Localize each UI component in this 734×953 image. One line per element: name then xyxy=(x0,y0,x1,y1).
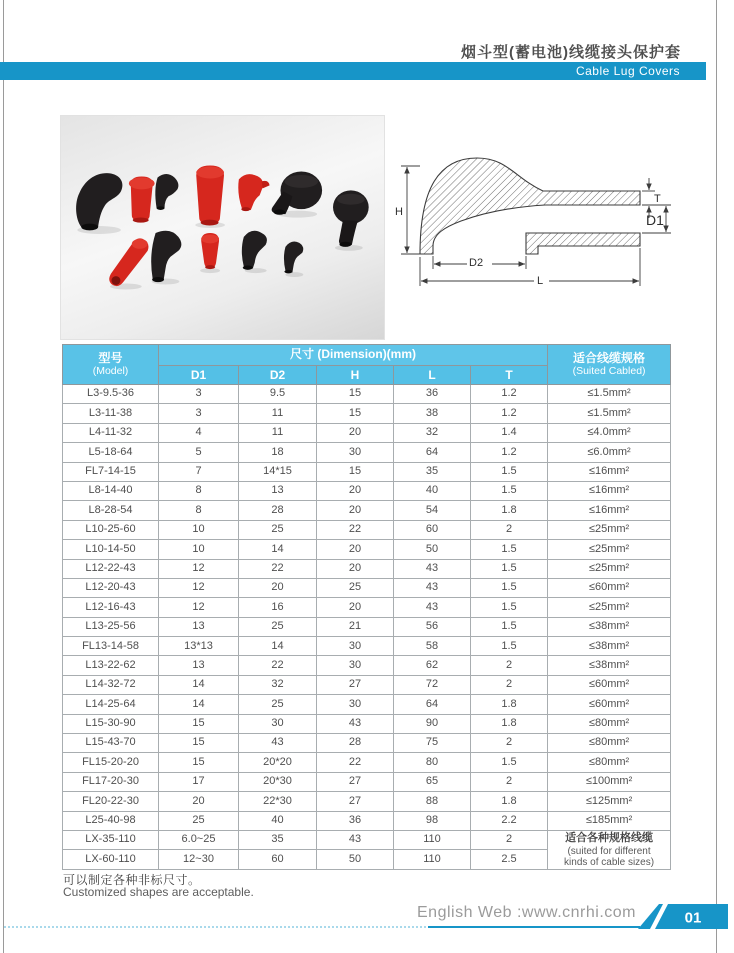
cell-suited: ≤16mm² xyxy=(548,481,671,500)
dim-label-d2: D2 xyxy=(469,257,484,269)
cell-d1: 10 xyxy=(159,520,239,539)
cell-t: 2 xyxy=(471,656,548,675)
table-row xyxy=(63,462,671,481)
cell-l: 40 xyxy=(394,481,471,500)
cell-h: 43 xyxy=(317,830,394,849)
cell-d2: 14*15 xyxy=(239,462,317,481)
table-row xyxy=(63,830,671,849)
red-cylinder-cover-tall xyxy=(196,166,224,226)
cell-suited: ≤60mm² xyxy=(548,675,671,694)
cell-h: 43 xyxy=(317,714,394,733)
cell-suited: ≤38mm² xyxy=(548,617,671,636)
cell-d2: 20 xyxy=(239,578,317,597)
cell-t: 1.5 xyxy=(471,753,548,772)
page-title: 烟斗型(蓄电池)线缆接头保护套 xyxy=(461,44,681,61)
cell-suited: ≤6.0mm² xyxy=(548,443,671,462)
cell-t: 2.5 xyxy=(471,850,548,869)
cell-t: 2 xyxy=(471,772,548,791)
cell-t: 1.8 xyxy=(471,792,548,811)
cell-l: 43 xyxy=(394,559,471,578)
cell-suited: ≤16mm² xyxy=(548,501,671,520)
footer-underline xyxy=(428,926,640,928)
cell-l: 54 xyxy=(394,501,471,520)
cell-d2: 22 xyxy=(239,656,317,675)
cell-d2: 11 xyxy=(239,404,317,423)
red-cylinder-cover xyxy=(129,176,155,222)
note-en: Customized shapes are acceptable. xyxy=(63,885,254,899)
cell-d2: 13 xyxy=(239,481,317,500)
cell-t: 1.8 xyxy=(471,501,548,520)
black-round-cover-angled xyxy=(333,190,369,247)
cell-d1: 13 xyxy=(159,617,239,636)
cell-l: 110 xyxy=(394,850,471,869)
cell-h: 15 xyxy=(317,462,394,481)
cell-d1: 8 xyxy=(159,501,239,520)
cell-d1: 3 xyxy=(159,404,239,423)
cell-h: 20 xyxy=(317,540,394,559)
cell-suited: ≤16mm² xyxy=(548,462,671,481)
black-elbow-cover-large xyxy=(76,173,122,230)
cell-l: 50 xyxy=(394,540,471,559)
cell-d1: 6.0~25 xyxy=(159,830,239,849)
cell-model: L12-22-43 xyxy=(63,559,159,578)
cell-model: L25-40-98 xyxy=(63,811,159,830)
cell-l: 56 xyxy=(394,617,471,636)
cell-l: 64 xyxy=(394,695,471,714)
table-row xyxy=(63,598,671,617)
note-cn: 可以制定各种非标尺寸。 xyxy=(63,873,201,887)
header-bar xyxy=(0,62,706,80)
cell-model: L3-9.5-36 xyxy=(63,385,159,404)
table-row xyxy=(63,481,671,500)
cell-t: 1.2 xyxy=(471,443,548,462)
spec-table xyxy=(62,344,671,870)
cell-t: 1.5 xyxy=(471,462,548,481)
cell-l: 65 xyxy=(394,772,471,791)
cell-d1: 15 xyxy=(159,753,239,772)
cell-model: L3-11-38 xyxy=(63,404,159,423)
dimension-diagram xyxy=(393,136,700,298)
red-angled-cone-cover xyxy=(109,238,148,286)
cell-d2: 22 xyxy=(239,559,317,578)
cell-d1: 5 xyxy=(159,443,239,462)
cell-t: 1.5 xyxy=(471,578,548,597)
cable-lug-covers-image xyxy=(61,116,384,339)
cell-t: 1.8 xyxy=(471,695,548,714)
cell-model: L15-30-90 xyxy=(63,714,159,733)
cell-d2: 30 xyxy=(239,714,317,733)
cell-suited: ≤25mm² xyxy=(548,520,671,539)
table-row xyxy=(63,714,671,733)
table-row xyxy=(63,753,671,772)
table-row xyxy=(63,385,671,404)
table-row xyxy=(63,772,671,791)
cell-h: 25 xyxy=(317,578,394,597)
cell-t: 2 xyxy=(471,734,548,753)
cell-d2: 9.5 xyxy=(239,385,317,404)
cell-d2: 20*30 xyxy=(239,772,317,791)
col-header-h: H xyxy=(317,366,394,385)
cell-l: 36 xyxy=(394,385,471,404)
cell-model: L14-32-72 xyxy=(63,675,159,694)
cell-l: 75 xyxy=(394,734,471,753)
cell-h: 20 xyxy=(317,481,394,500)
footer-dotted-line xyxy=(4,926,426,928)
cell-t: 2.2 xyxy=(471,811,548,830)
cell-l: 110 xyxy=(394,830,471,849)
table-row xyxy=(63,578,671,597)
cell-model: L12-20-43 xyxy=(63,578,159,597)
cell-model: L10-14-50 xyxy=(63,540,159,559)
cell-h: 20 xyxy=(317,423,394,442)
col-header-model: 型号 (Model) xyxy=(63,345,159,385)
cell-d1: 12~30 xyxy=(159,850,239,869)
cell-model: L15-43-70 xyxy=(63,734,159,753)
left-margin-rule xyxy=(3,0,4,953)
table-row xyxy=(63,675,671,694)
cell-suited-merged: 适合各种规格线缆 (suited for different kinds of cable sizes) xyxy=(548,830,671,869)
cell-h: 20 xyxy=(317,559,394,578)
cell-suited: ≤60mm² xyxy=(548,695,671,714)
cell-suited: ≤25mm² xyxy=(548,598,671,617)
cell-t: 2 xyxy=(471,520,548,539)
black-elbow-cover-small-2 xyxy=(242,231,267,270)
cover-wall-lower xyxy=(526,233,640,254)
cell-d1: 12 xyxy=(159,559,239,578)
cell-h: 36 xyxy=(317,811,394,830)
table-row xyxy=(63,540,671,559)
table-row xyxy=(63,637,671,656)
table-row xyxy=(63,656,671,675)
table-row xyxy=(63,501,671,520)
cell-d2: 11 xyxy=(239,423,317,442)
cell-model: L14-25-64 xyxy=(63,695,159,714)
cell-d1: 15 xyxy=(159,714,239,733)
cell-suited: ≤125mm² xyxy=(548,792,671,811)
cell-d2: 40 xyxy=(239,811,317,830)
cell-model: LX-60-110 xyxy=(63,850,159,869)
cell-t: 1.5 xyxy=(471,637,548,656)
cell-l: 60 xyxy=(394,520,471,539)
table-row xyxy=(63,695,671,714)
table-row xyxy=(63,520,671,539)
col-header-t: T xyxy=(471,366,548,385)
cell-suited: ≤4.0mm² xyxy=(548,423,671,442)
cell-d2: 25 xyxy=(239,617,317,636)
cell-h: 27 xyxy=(317,772,394,791)
cell-h: 15 xyxy=(317,385,394,404)
cell-model: L8-28-54 xyxy=(63,501,159,520)
cell-d1: 20 xyxy=(159,792,239,811)
page-number-badge xyxy=(638,904,728,929)
spec-table-body xyxy=(63,385,671,870)
cell-suited: ≤80mm² xyxy=(548,753,671,772)
cell-model: LX-35-110 xyxy=(63,830,159,849)
cell-h: 30 xyxy=(317,637,394,656)
cell-suited: ≤100mm² xyxy=(548,772,671,791)
cell-d2: 43 xyxy=(239,734,317,753)
cell-t: 2 xyxy=(471,830,548,849)
cell-suited: ≤185mm² xyxy=(548,811,671,830)
cell-model: L8-14-40 xyxy=(63,481,159,500)
table-row xyxy=(63,792,671,811)
product-photo xyxy=(60,115,385,340)
cell-d2: 16 xyxy=(239,598,317,617)
col-header-d2: D2 xyxy=(239,366,317,385)
cell-d1: 14 xyxy=(159,695,239,714)
cell-d1: 13*13 xyxy=(159,637,239,656)
cell-d1: 12 xyxy=(159,598,239,617)
cell-d2: 32 xyxy=(239,675,317,694)
cell-model: L13-22-62 xyxy=(63,656,159,675)
cell-h: 20 xyxy=(317,598,394,617)
dim-label-l: L xyxy=(537,275,544,287)
red-cone-cover-small xyxy=(201,233,219,269)
page-number: 01 xyxy=(684,909,702,927)
cell-l: 62 xyxy=(394,656,471,675)
cell-suited: ≤38mm² xyxy=(548,656,671,675)
cell-h: 30 xyxy=(317,656,394,675)
table-row xyxy=(63,617,671,636)
cell-model: L13-25-56 xyxy=(63,617,159,636)
cell-d1: 25 xyxy=(159,811,239,830)
cell-d2: 14 xyxy=(239,540,317,559)
cell-d2: 14 xyxy=(239,637,317,656)
col-header-l: L xyxy=(394,366,471,385)
black-elbow-cover-small xyxy=(155,174,178,210)
cell-d1: 13 xyxy=(159,656,239,675)
cell-l: 72 xyxy=(394,675,471,694)
cell-t: 1.4 xyxy=(471,423,548,442)
cell-l: 64 xyxy=(394,443,471,462)
cell-h: 20 xyxy=(317,501,394,520)
cell-d1: 17 xyxy=(159,772,239,791)
cell-d1: 12 xyxy=(159,578,239,597)
cell-model: FL13-14-58 xyxy=(63,637,159,656)
cell-h: 22 xyxy=(317,520,394,539)
cross-section-drawing xyxy=(393,136,700,298)
cell-d2: 25 xyxy=(239,520,317,539)
cell-suited: ≤25mm² xyxy=(548,559,671,578)
cell-h: 30 xyxy=(317,443,394,462)
cell-d1: 3 xyxy=(159,385,239,404)
cell-d1: 14 xyxy=(159,675,239,694)
cell-d2: 60 xyxy=(239,850,317,869)
col-header-d1: D1 xyxy=(159,366,239,385)
table-row xyxy=(63,404,671,423)
cell-d2: 18 xyxy=(239,443,317,462)
cell-model: FL7-14-15 xyxy=(63,462,159,481)
cell-suited: ≤38mm² xyxy=(548,637,671,656)
cell-h: 21 xyxy=(317,617,394,636)
cell-model: FL17-20-30 xyxy=(63,772,159,791)
dim-label-h: H xyxy=(395,206,403,218)
cell-suited: ≤1.5mm² xyxy=(548,385,671,404)
table-row xyxy=(63,811,671,830)
cell-l: 88 xyxy=(394,792,471,811)
cell-model: L12-16-43 xyxy=(63,598,159,617)
dim-label-d1: D1 xyxy=(646,212,664,228)
table-row xyxy=(63,734,671,753)
cell-suited: ≤60mm² xyxy=(548,578,671,597)
cell-t: 2 xyxy=(471,675,548,694)
cell-d2: 28 xyxy=(239,501,317,520)
red-cap-cover xyxy=(238,174,269,211)
cell-h: 50 xyxy=(317,850,394,869)
cell-model: L10-25-60 xyxy=(63,520,159,539)
header-bar-subtitle: Cable Lug Covers xyxy=(575,64,680,78)
cell-d1: 10 xyxy=(159,540,239,559)
table-row xyxy=(63,423,671,442)
cell-d2: 20*20 xyxy=(239,753,317,772)
table-row xyxy=(63,443,671,462)
table-row xyxy=(63,559,671,578)
cell-d1: 7 xyxy=(159,462,239,481)
cell-model: FL20-22-30 xyxy=(63,792,159,811)
cell-l: 80 xyxy=(394,753,471,772)
cell-l: 32 xyxy=(394,423,471,442)
cell-d2: 25 xyxy=(239,695,317,714)
black-round-cover xyxy=(272,172,322,215)
cell-suited: ≤25mm² xyxy=(548,540,671,559)
cell-t: 1.5 xyxy=(471,559,548,578)
cell-model: L5-18-64 xyxy=(63,443,159,462)
cell-h: 30 xyxy=(317,695,394,714)
cell-t: 1.8 xyxy=(471,714,548,733)
col-header-dimension: 尺寸 (Dimension)(mm) xyxy=(159,345,548,366)
cell-d2: 22*30 xyxy=(239,792,317,811)
cell-l: 43 xyxy=(394,598,471,617)
cell-h: 22 xyxy=(317,753,394,772)
cell-h: 27 xyxy=(317,675,394,694)
footer-website[interactable]: English Web :www.cnrhi.com xyxy=(417,904,636,921)
cell-d1: 8 xyxy=(159,481,239,500)
cell-d1: 4 xyxy=(159,423,239,442)
cell-l: 90 xyxy=(394,714,471,733)
cell-d1: 15 xyxy=(159,734,239,753)
cell-h: 15 xyxy=(317,404,394,423)
cell-l: 98 xyxy=(394,811,471,830)
cell-suited: ≤80mm² xyxy=(548,714,671,733)
cell-t: 1.5 xyxy=(471,481,548,500)
cell-l: 35 xyxy=(394,462,471,481)
cell-l: 43 xyxy=(394,578,471,597)
cell-model: L4-11-32 xyxy=(63,423,159,442)
cell-t: 1.2 xyxy=(471,385,548,404)
cell-suited: ≤80mm² xyxy=(548,734,671,753)
cell-l: 58 xyxy=(394,637,471,656)
cell-t: 1.5 xyxy=(471,540,548,559)
cell-h: 28 xyxy=(317,734,394,753)
cell-t: 1.2 xyxy=(471,404,548,423)
col-header-suited: 适合线缆规格 (Suited Cabled) xyxy=(548,345,671,385)
cell-d2: 35 xyxy=(239,830,317,849)
cell-t: 1.5 xyxy=(471,598,548,617)
right-margin-rule xyxy=(716,0,717,953)
cell-suited: ≤1.5mm² xyxy=(548,404,671,423)
dim-label-t: T xyxy=(654,193,661,205)
cell-model: FL15-20-20 xyxy=(63,753,159,772)
black-elbow-cover-small-3 xyxy=(284,242,303,274)
cell-l: 38 xyxy=(394,404,471,423)
black-elbow-boot-cover xyxy=(151,231,181,282)
cell-h: 27 xyxy=(317,792,394,811)
cell-t: 1.5 xyxy=(471,617,548,636)
